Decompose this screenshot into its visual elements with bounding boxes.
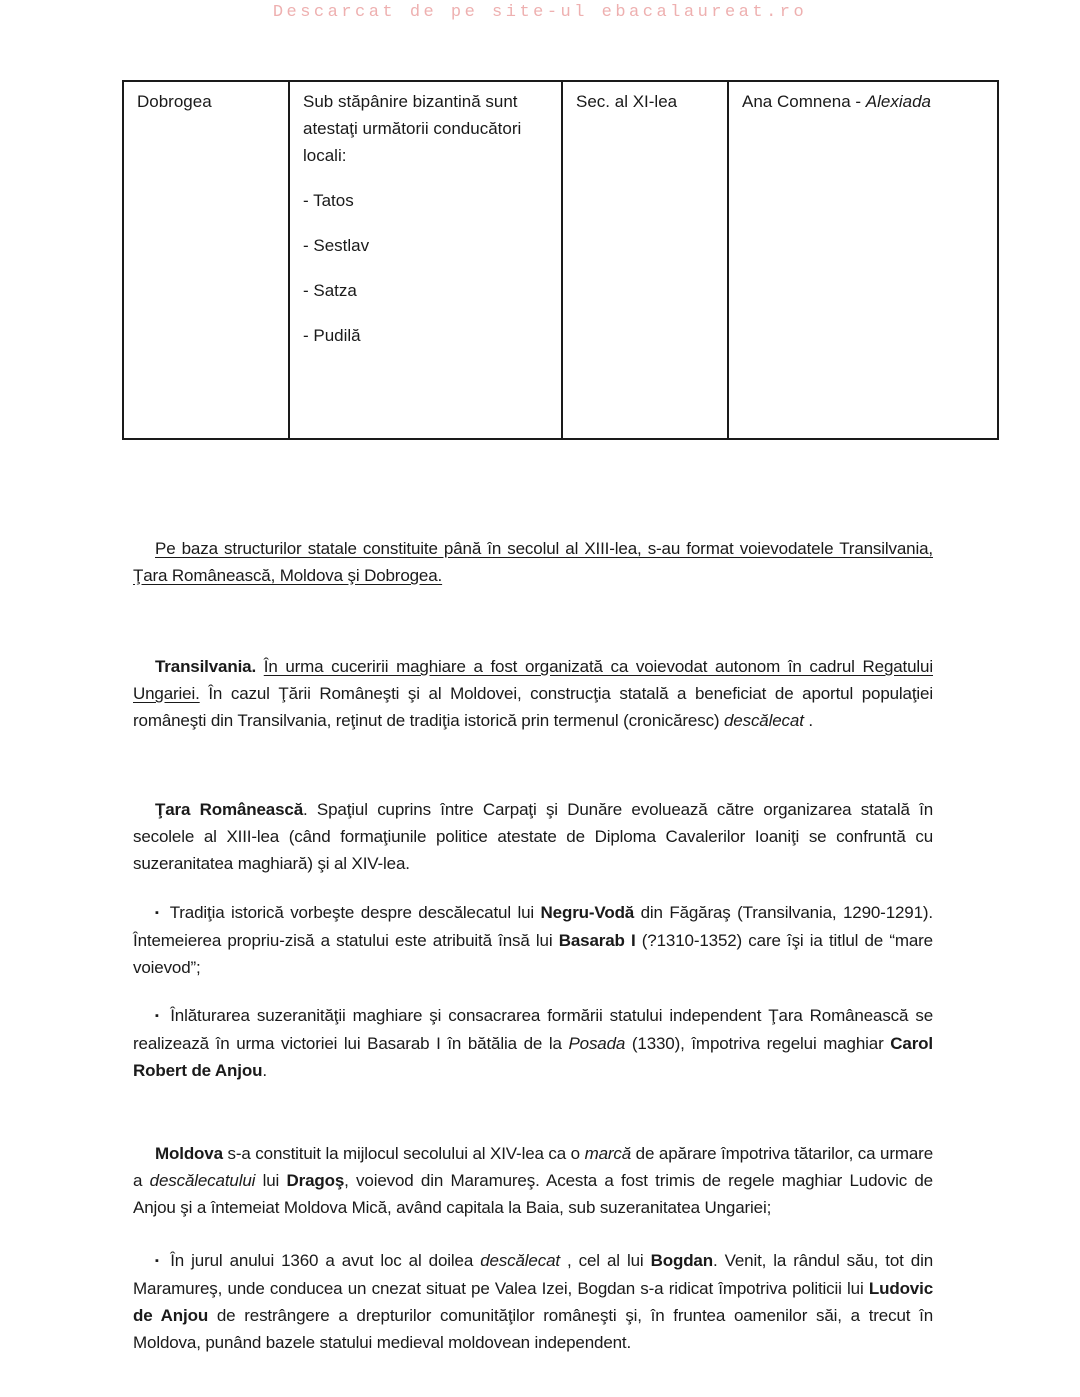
region-label: Dobrogea bbox=[137, 92, 212, 111]
ruler-item: - Pudilă bbox=[303, 326, 361, 345]
watermark-text: Descarcat de pe site-ul ebacalaureat.ro bbox=[272, 3, 808, 22]
table-row bbox=[123, 81, 998, 439]
period-label: Sec. al XI-lea bbox=[576, 92, 678, 111]
paragraph-text bbox=[133, 1251, 933, 1352]
text-run: , voievod din Maramureş. Acesta a fost trimis de regele maghiar Ludovic de Anjou şi a întemeiat Moldova Mică, având capitala la Baia, sub suzeranitatea Ungariei; bbox=[133, 1171, 933, 1217]
text-run: . Venit, la rândul său, tot din Maramureş, unde conducea un cnezat situat pe Valea Izei, Bogdan s-a ridicat împotriva politicii lui bbox=[133, 1251, 934, 1298]
text-run: Posada bbox=[568, 1034, 626, 1053]
bullet-paragraph-3 bbox=[133, 1247, 933, 1356]
text-run: Basarab I bbox=[558, 931, 636, 950]
text-run: lui bbox=[255, 1171, 287, 1190]
ruler-item: - Sestlav bbox=[303, 236, 370, 255]
text-run: În cazul Ţării Româneşti şi al Moldovei, construcţia statală a beneficiat de aportul populaţiei româneşti din Transilvania, reţinut de tradiţia istorică prin termenul (cronicăresc) bbox=[133, 684, 933, 730]
history-table bbox=[122, 80, 999, 440]
text-run: (?1310-1352) care îşi ia titlul de “mare voievod”; bbox=[133, 931, 933, 977]
paragraph-text bbox=[133, 903, 933, 977]
text-run: În jurul anului 1360 a avut loc al doilea bbox=[170, 1251, 481, 1270]
moldova-paragraph bbox=[133, 1140, 933, 1221]
bullet-paragraph-2 bbox=[133, 1002, 933, 1084]
text-run: . bbox=[262, 1061, 267, 1080]
tara-romaneasca-paragraph bbox=[133, 796, 933, 877]
intro-paragraph bbox=[133, 535, 933, 589]
paragraph-text bbox=[133, 800, 933, 873]
table-cell-region bbox=[123, 81, 289, 439]
text-run: s-a constituit la mijlocul secolului al XIV-lea ca o bbox=[222, 1144, 585, 1163]
text-run: (1330), împotriva regelui maghiar bbox=[625, 1034, 891, 1053]
text-run: Carol Robert de Anjou bbox=[133, 1034, 933, 1080]
text-run: descălecat bbox=[480, 1251, 560, 1270]
text-run: de apărare împotriva tătarilor, ca urmare a bbox=[133, 1144, 934, 1190]
text-run: Alexiada bbox=[865, 92, 932, 111]
table-cell-period bbox=[562, 81, 728, 439]
text-run: Moldova bbox=[155, 1144, 223, 1163]
bullet-icon: ▪ bbox=[155, 907, 161, 919]
text-run: Pe baza structurilor statale constituite până în secolul al XIII-lea, s-au format voievodatele Transilvania, Ţara Românească, Moldova şi Dobrogea. bbox=[133, 539, 933, 585]
text-run: din Făgăraş (Transilvania, 1290-1291). Întemeierea propriu-zisă a statului este atribuită însă lui bbox=[133, 903, 933, 950]
ruler-item: - Satza bbox=[303, 281, 357, 300]
text-run: Tradiţia istorică vorbeşte despre descălecatul lui bbox=[169, 903, 541, 922]
paragraph-text bbox=[133, 1006, 933, 1080]
text-run: Ludovic de Anjou bbox=[133, 1279, 933, 1325]
bullet-paragraph-1 bbox=[133, 899, 933, 981]
table-cell-source bbox=[728, 81, 998, 439]
source-label bbox=[742, 88, 989, 115]
text-run: Negru-Vodă bbox=[540, 903, 635, 922]
text-run: În urma cuceririi maghiare a fost organizată ca voievodat autonom în cadrul Regatului Ungariei. bbox=[133, 657, 933, 703]
text-run: Transilvania. bbox=[155, 657, 264, 676]
text-run: Înlăturarea suzeranităţii maghiare şi consacrarea formării statului independent Ţara Românească se realizează în urma victoriei lui Basarab I în bătălia de la bbox=[133, 1006, 934, 1053]
text-run: Dragoş bbox=[286, 1171, 345, 1190]
text-run: Ţara Românească bbox=[155, 800, 304, 819]
paragraph-text bbox=[133, 1144, 933, 1217]
transilvania-paragraph bbox=[133, 653, 933, 734]
document-body bbox=[133, 535, 933, 1356]
text-run: . Spaţiul cuprins între Carpaţi şi Dunăre evoluează către organizarea statală în secolele al XIII-lea (când formaţiunile politice atestate de Diploma Cavalerilor Ioaniţi se confruntă cu suzeranitatea maghiară) şi al XIV-lea. bbox=[133, 800, 933, 873]
paragraph-text bbox=[133, 539, 933, 585]
bullet-icon: ▪ bbox=[155, 1010, 162, 1022]
paragraph-text bbox=[133, 657, 933, 730]
text-run: Ana Comnena - bbox=[742, 92, 866, 111]
ruler-item: - Tatos bbox=[303, 191, 354, 210]
text-run: descălecat bbox=[724, 711, 804, 730]
table-cell-rulers bbox=[289, 81, 562, 439]
text-run: de restrângere a drepturilor comunităţilor româneşti şi, în fruntea oamenilor săi, a trecut în Moldova, punând bazele statului medieval moldovean independent. bbox=[133, 1306, 933, 1352]
bullet-icon: ▪ bbox=[155, 1255, 162, 1267]
text-run: , cel al lui bbox=[559, 1251, 651, 1270]
text-run: descălecatului bbox=[149, 1171, 256, 1190]
text-run: marcă bbox=[584, 1144, 632, 1163]
text-run: . bbox=[803, 711, 813, 730]
text-run: Bogdan bbox=[650, 1251, 713, 1270]
rulers-intro-text: Sub stăpânire bizantină sunt atestaţi următorii conducători locali: bbox=[303, 92, 522, 165]
